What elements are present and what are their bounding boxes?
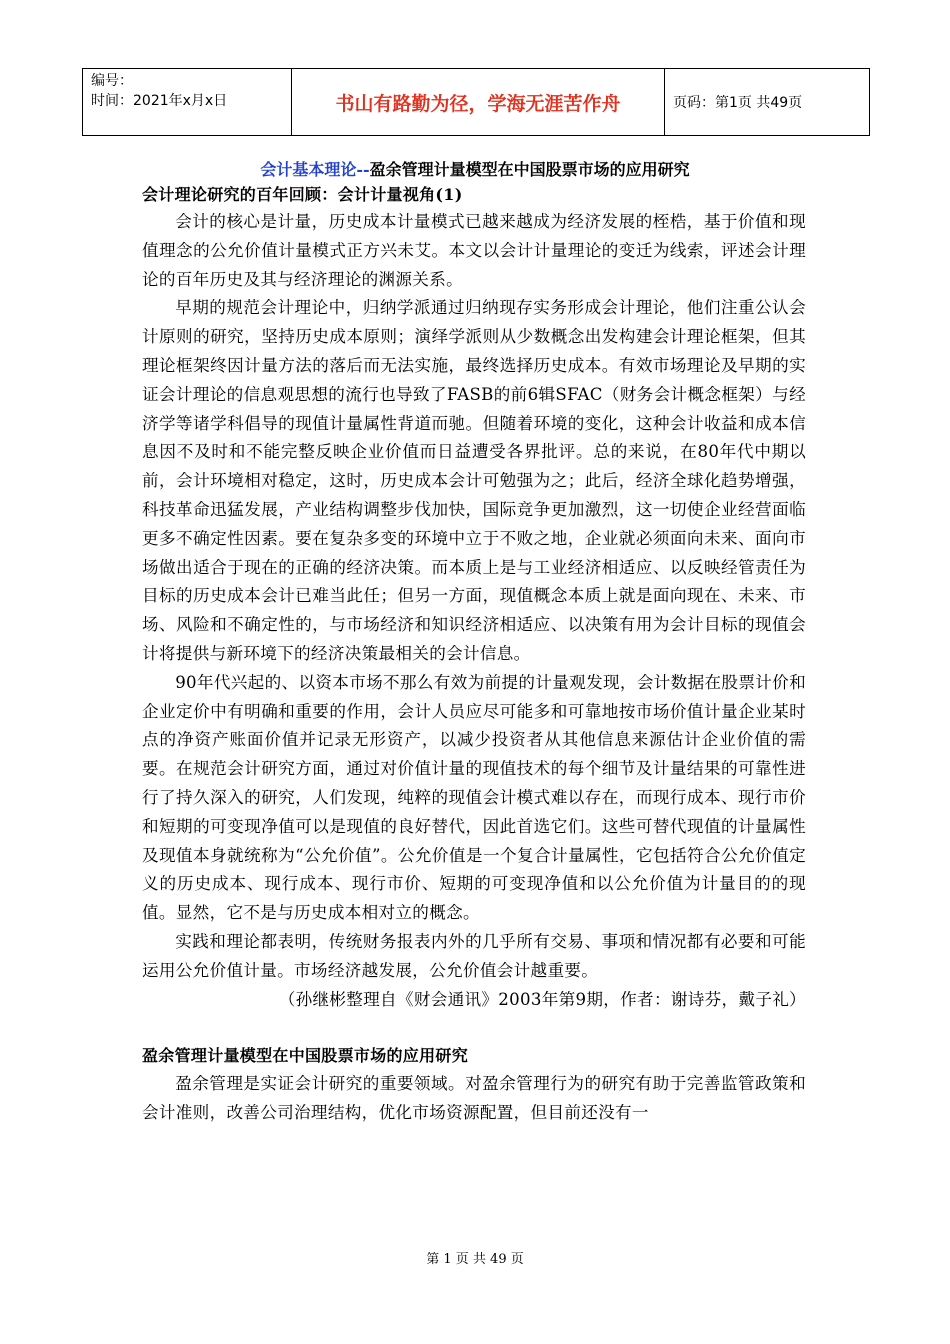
document-title-prefix: 会计基本理论-- <box>260 160 370 179</box>
article1-source: （孙继彬整理自《财会通讯》2003年第9期，作者：谢诗芬，戴子礼） <box>278 989 806 1009</box>
article2-heading: 盈余管理计量模型在中国股票市场的应用研究 <box>142 1046 469 1066</box>
document-title <box>0 159 950 181</box>
article1-paragraph: 实践和理论都表明，传统财务报表内外的几乎所有交易、事项和情况都有必要和可能运用公允价值计量。市场经济越发展，公允价值会计越重要。 <box>142 931 806 980</box>
article1-paragraph: 90年代兴起的、以资本市场不那么有效为前提的计量观发现，会计数据在股票计价和企业定价中有明确和重要的作用，会计人员应尽可能多和可靠地按市场价值计量企业某时点的净资产账面价值并记录无形资产，以减少投资者从其他信息来源估计企业价值的需要。在规范会计研究方面，通过对价值计量的现值技术的每个细节及计量结果的可靠性进行了持久深入的研究，人们发现，纯粹的现值会计模式难以存在，而现行成本、现行市价和短期的可变现净值可以是现值的良好替代，因此首选它们。这些可替代现值的计量属性及现值本身就统称为“公允价值”。公允价值是一个复合计量属性，它包括符合公允价值定义的历史成本、现行成本、现行市价、短期的可变现净值和以公允价值为计量目的的现值。显然，它不是与历史成本相对立的概念。 <box>142 672 806 923</box>
article1-heading: 会计理论研究的百年回顾：会计计量视角(1) <box>142 185 463 204</box>
header-page-info: 页码：第1页 共49页 <box>665 69 870 136</box>
document-body <box>142 182 806 1128</box>
header-time-label: 时间：2021年x月x日 <box>91 93 228 109</box>
article1-paragraph: 早期的规范会计理论中，归纳学派通过归纳现存实务形成会计理论，他们注重公认会计原则的研究，坚持历史成本原则；演绎学派则从少数概念出发构建会计理论框架，但其理论框架终因计量方法的落后而无法实施，最终选择历史成本。有效市场理论及早期的实证会计理论的信息观思想的流行也导致了FASB的前6辑SFAC（财务会计概念框架）与经济学等诸学科倡导的现值计量属性背道而驰。但随着环境的变化，这种会计收益和成本信息因不及时和不能完整反映企业价值而日益遭受各界批评。总的来说，在80年代中期以前，会计环境相对稳定，这时，历史成本会计可勉强为之；此后，经济全球化趋势增强，科技革命迅猛发展，产业结构调整步伐加快，国际竞争更加激烈，这一切使企业经营面临更多不确定性因素。要在复杂多变的环境中立于不败之地，企业就必须面向未来、面向市场做出适合于现在的正确的经济决策。而本质上是与工业经济相适应、以反映经管责任为目标的历史成本会计已难当此任；但另一方面，现值概念本质上就是面向现在、未来、市场、风险和不确定性的，与市场经济和知识经济相适应、以决策有用为会计目标的现值会计将提供与新环境下的经济决策最相关的会计信息。 <box>142 298 806 663</box>
article2-paragraph: 盈余管理是实证会计研究的重要领域。对盈余管理行为的研究有助于完善监管政策和会计准则，改善公司治理结构，优化市场资源配置，但目前还没有一 <box>142 1074 806 1123</box>
header-meta-cell <box>83 69 292 136</box>
article1-paragraph: 会计的核心是计量，历史成本计量模式已越来越成为经济发展的桎梏，基于价值和现值理念的公允价值计量模式正方兴未艾。本文以会计计量理论的变迁为线索，评述会计理论的百年历史及其与经济理论的渊源关系。 <box>142 212 806 289</box>
header-motto: 书山有路勤为径，学海无涯苦作舟 <box>292 69 665 136</box>
document-title-main: 盈余管理计量模型在中国股票市场的应用研究 <box>369 160 690 179</box>
document-header <box>82 68 870 136</box>
page-footer: 第 1 页 共 49 页 <box>426 1252 524 1267</box>
header-number-label: 编号： <box>91 73 133 89</box>
